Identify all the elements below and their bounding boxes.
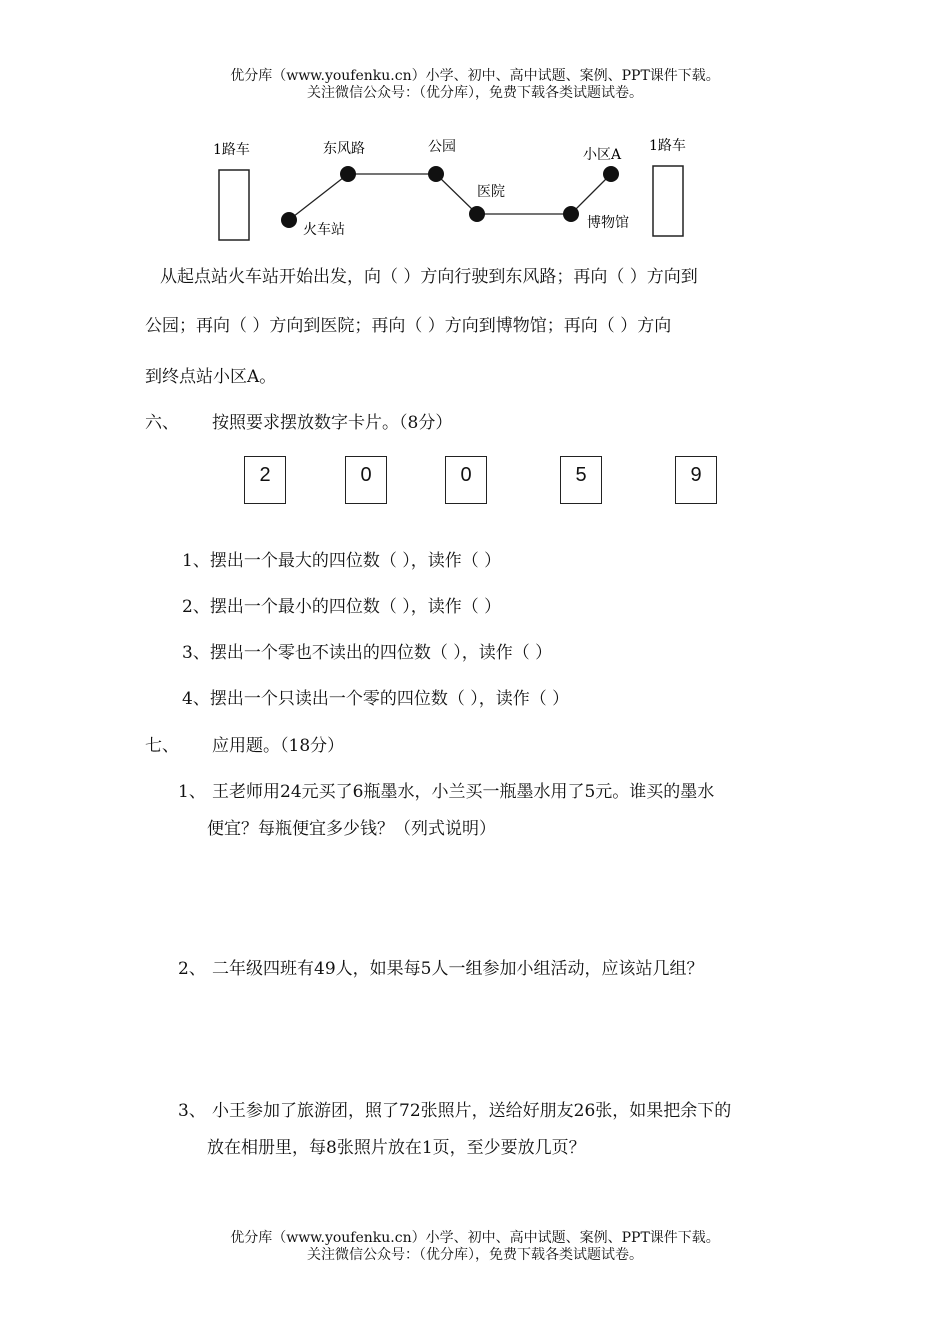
station-dot-community-a bbox=[603, 166, 619, 182]
section-7-number: 七、 bbox=[145, 736, 179, 756]
question-3-line-2: 放在相册里，每8张照片放在1页，至少要放几页？ bbox=[207, 1138, 586, 1158]
direction-question-line-3: 到终点站小区A。 bbox=[145, 367, 277, 387]
section-6-item-3: 3、摆出一个零也不读出的四位数（ ），读作（ ） bbox=[182, 643, 553, 663]
direction-question-line-2: 公园；再向（ ）方向到医院；再向（ ）方向到博物馆；再向（ ）方向 bbox=[145, 316, 672, 336]
number-card: 0 bbox=[345, 456, 387, 504]
question-3-line-1: 小王参加了旅游团，照了72张照片，送给好朋友26张，如果把余下的 bbox=[212, 1101, 732, 1121]
station-label-hospital: 医院 bbox=[477, 184, 505, 200]
bus-label-right: 1路车 bbox=[649, 138, 686, 154]
section-7-title: 应用题。（18分） bbox=[212, 736, 345, 756]
direction-question-line-1: 从起点站火车站开始出发，向（ ）方向行驶到东风路；再向（ ）方向到 bbox=[160, 267, 698, 287]
question-1-line-2: 便宜？每瓶便宜多少钱？（列式说明） bbox=[207, 819, 496, 839]
number-card: 5 bbox=[560, 456, 602, 504]
section-6-item-4: 4、摆出一个只读出一个零的四位数（ ），读作（ ） bbox=[182, 689, 570, 709]
station-label-museum: 博物馆 bbox=[587, 215, 629, 231]
section-6-item-2: 2、摆出一个最小的四位数（ ），读作（ ） bbox=[182, 597, 502, 617]
header-line-1: 优分库（www.youfenku.cn）小学、初中、高中试题、案例、PPT课件下载。 bbox=[230, 68, 720, 84]
number-card: 9 bbox=[675, 456, 717, 504]
bus-stop-sign-right bbox=[653, 166, 683, 236]
number-card: 2 bbox=[244, 456, 286, 504]
station-label-community-a: 小区A bbox=[583, 147, 622, 163]
question-1-number: 1、 bbox=[178, 782, 206, 802]
section-6-number: 六、 bbox=[145, 413, 179, 433]
station-label-train-station: 火车站 bbox=[303, 222, 345, 238]
question-2-line-1: 二年级四班有49人，如果每5人一组参加小组活动，应该站几组？ bbox=[212, 959, 704, 979]
bus-stop-sign-left bbox=[219, 170, 249, 240]
bus-label-left: 1路车 bbox=[213, 142, 250, 158]
station-label-dongfeng-road: 东风路 bbox=[323, 141, 365, 157]
station-dot-museum bbox=[563, 206, 579, 222]
section-6-title: 按照要求摆放数字卡片。（8分） bbox=[212, 413, 453, 433]
page-footer bbox=[0, 1230, 950, 1264]
route-line bbox=[289, 174, 611, 220]
bus-route-map bbox=[205, 128, 705, 248]
number-card: 0 bbox=[445, 456, 487, 504]
question-3-number: 3、 bbox=[178, 1101, 206, 1121]
question-1-line-1: 王老师用24元买了6瓶墨水，小兰买一瓶墨水用了5元。谁买的墨水 bbox=[212, 782, 715, 802]
footer-line-1: 优分库（www.youfenku.cn）小学、初中、高中试题、案例、PPT课件下载。 bbox=[230, 1230, 720, 1246]
station-dot-park bbox=[428, 166, 444, 182]
section-6-item-1: 1、摆出一个最大的四位数（ ），读作（ ） bbox=[182, 551, 502, 571]
station-dot-dongfeng-road bbox=[340, 166, 356, 182]
question-2-number: 2、 bbox=[178, 959, 206, 979]
footer-line-2: 关注微信公众号：（优分库），免费下载各类试题试卷。 bbox=[307, 1247, 643, 1263]
station-dot-hospital bbox=[469, 206, 485, 222]
page-header bbox=[0, 68, 950, 102]
header-line-2: 关注微信公众号：（优分库），免费下载各类试题试卷。 bbox=[307, 85, 643, 101]
station-label-park: 公园 bbox=[428, 139, 456, 155]
station-dot-train-station bbox=[281, 212, 297, 228]
